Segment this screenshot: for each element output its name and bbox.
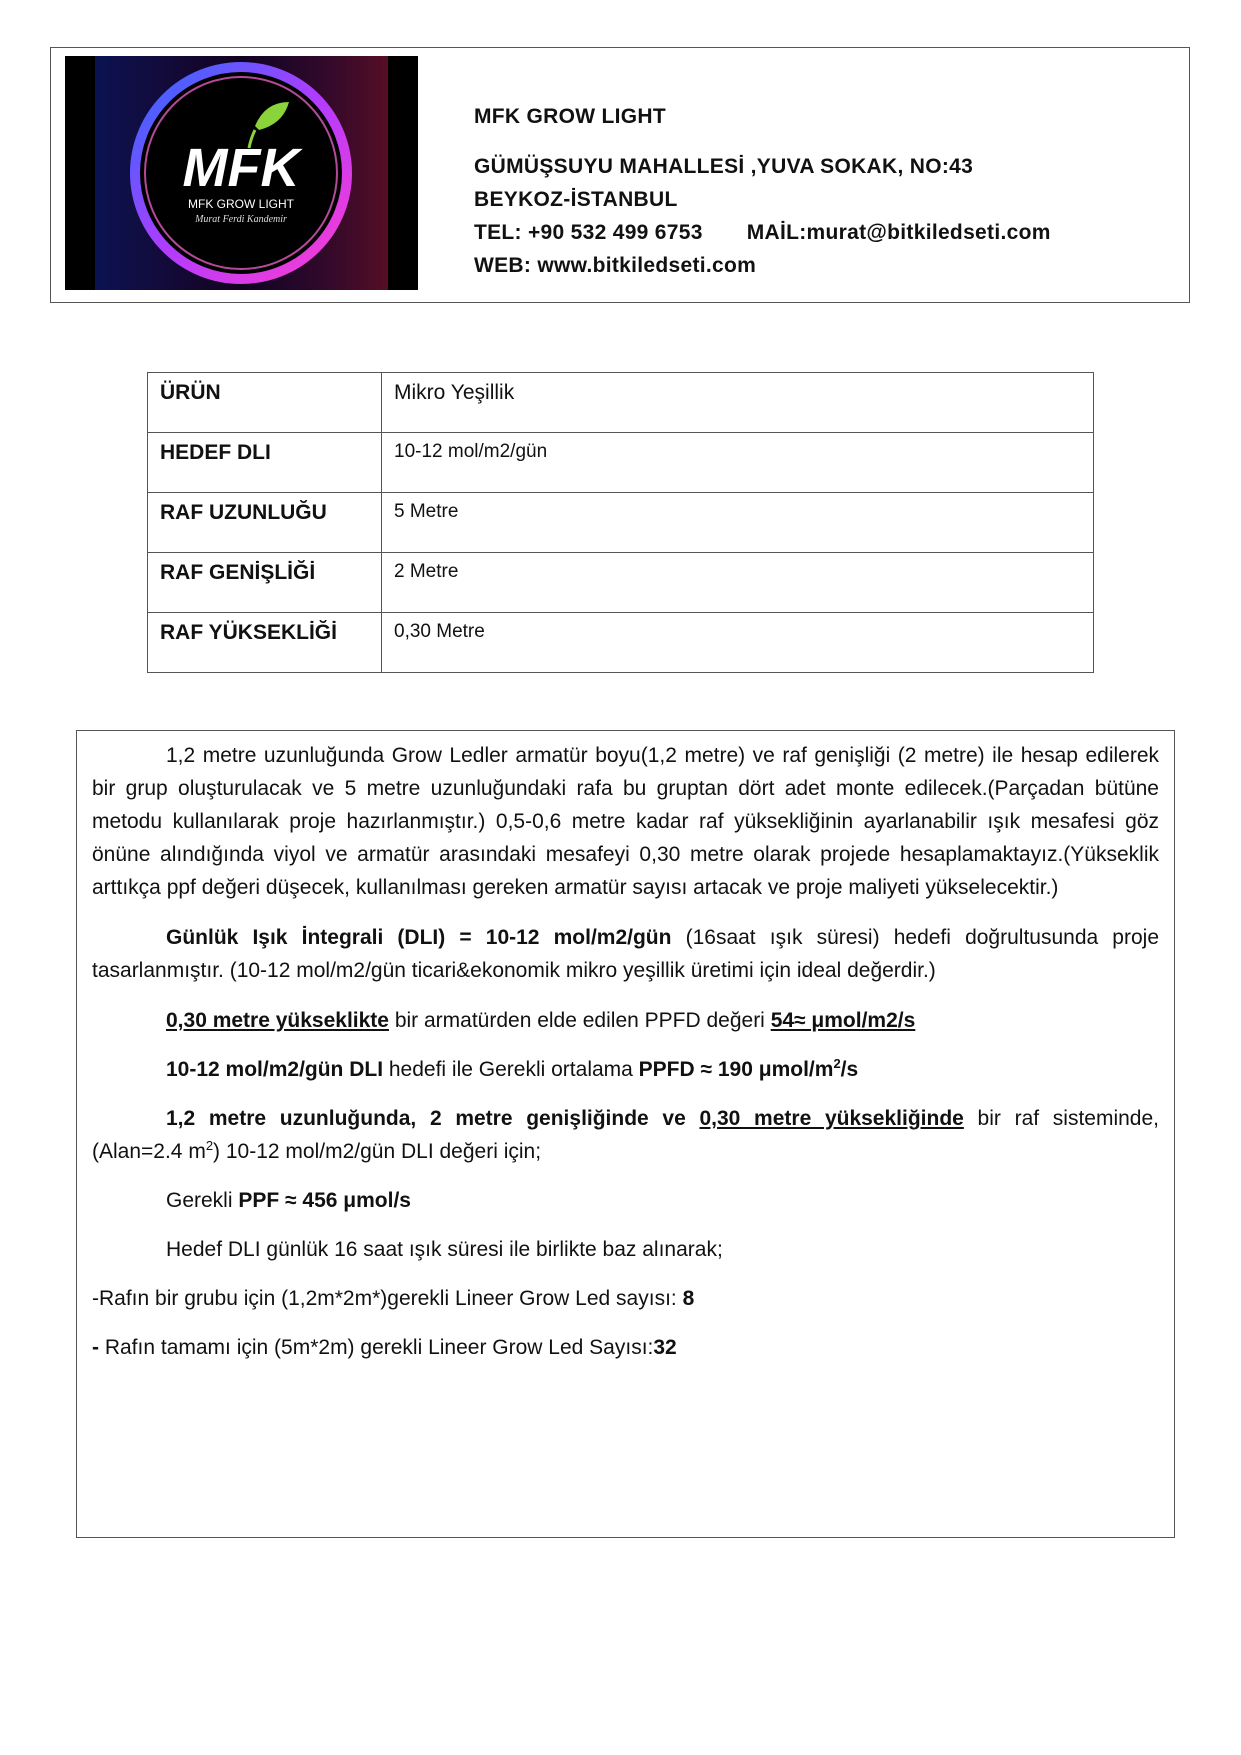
logo-brand-name: MFK GROW LIGHT (188, 197, 294, 211)
ppfd-paragraph (92, 1004, 1159, 1037)
logo-owner: Murat Ferdi Kandemir (195, 214, 287, 225)
spec-table (147, 372, 1094, 673)
group-count-text: -Rafın bir grubu için (1,2m*2m*)gerekli Lineer Grow Led sayısı: (92, 1287, 683, 1310)
spec-label: RAF YÜKSEKLİĞİ (148, 613, 382, 673)
spec-value: 2 Metre (382, 553, 1094, 613)
dli-text: (16saat ışık süresi) hedefi doğrultusunda proje tasarlanmıştır. (10-12 mol/m2/gün ticari&ekonomik mikro yeşillik üretimi için ideal değerdir.) (92, 926, 1159, 982)
dash: - (92, 1336, 105, 1359)
spec-label: HEDEF DLI (148, 433, 382, 493)
shelf-area-text: bir raf sisteminde, (Alan=2.4 m (92, 1107, 1159, 1163)
target-ppfd-value (639, 1058, 859, 1081)
ppf-paragraph (92, 1184, 1159, 1217)
total-count-value: 32 (653, 1336, 677, 1359)
target-ppfd-unit: /s (840, 1058, 859, 1081)
calculation-box (76, 730, 1175, 1538)
group-count-paragraph (92, 1282, 1159, 1315)
spec-label: RAF GENİŞLİĞİ (148, 553, 382, 613)
contact-line (474, 216, 1051, 249)
table-row (148, 373, 1094, 433)
target-dli-label: 10-12 mol/m2/gün DLI (166, 1058, 384, 1081)
shelf-system-paragraph (92, 1102, 1159, 1168)
company-name: MFK GROW LIGHT (474, 105, 667, 128)
table-row (148, 613, 1094, 673)
address-line-2: BEYKOZ-İSTANBUL (474, 188, 678, 211)
shelf-dli-text: ) 10-12 mol/m2/gün DLI değeri için; (213, 1140, 542, 1163)
ppfd-value: 54≈ μmol/m2/s (770, 1009, 916, 1032)
spec-value: Mikro Yeşillik (382, 373, 1094, 433)
company-logo (65, 56, 418, 290)
total-count-text: Rafın tamamı için (5m*2m) gerekli Lineer Grow Led Sayısı: (104, 1336, 654, 1359)
spec-value: 10-12 mol/m2/gün (382, 433, 1094, 493)
spec-label: RAF UZUNLUĞU (148, 493, 382, 553)
email[interactable]: MAİL:murat@bitkiledseti.com (746, 221, 1051, 244)
dli-label: Günlük Işık İntegrali (DLI) = 10-12 mol/m2/gün (166, 926, 672, 949)
dli-paragraph (92, 921, 1159, 987)
ppf-value: PPF ≈ 456 μmol/s (238, 1189, 411, 1212)
group-count-value: 8 (682, 1287, 695, 1310)
superscript: 2 (833, 1056, 841, 1071)
ppf-label: Gerekli (166, 1189, 239, 1212)
intro-paragraph: 1,2 metre uzunluğunda Grow Ledler armatür boyu(1,2 metre) ve raf genişliği (2 metre) ile hesap edilerek bir grup oluşturulacak ve 5 metre uzunluğundaki rafa bu gruptan dört adet monte edilecek.(Parçadan bütüne metodu kullanılarak proje hazırlanmıştır.) 0,5-0,6 metre kadar raf yüksekliğinin ayarlanabilir ışık mesafesi göz önüne alındığında viyol ve armatür arasındaki mesafeyi 0,30 metre olarak projede hesaplamaktayız.(Yükseklik arttıkça ppf değeri düşecek, kullanılması gereken armatür sayısı artacak ve proje maliyeti yükselecektir.) (92, 744, 1159, 899)
table-row (148, 433, 1094, 493)
table-row (148, 493, 1094, 553)
spec-value: 0,30 Metre (382, 613, 1094, 673)
height-label: 0,30 metre yükseklikte (166, 1009, 389, 1032)
address-line-1: GÜMÜŞSUYU MAHALLESİ ,YUVA SOKAK, NO:43 (474, 155, 974, 178)
ppfd-text: bir armatürden elde edilen PPFD değeri (388, 1009, 771, 1032)
shelf-dimensions: 1,2 metre uzunluğunda, 2 metre genişliğinde ve (166, 1107, 700, 1130)
table-row (148, 553, 1094, 613)
superscript: 2 (205, 1138, 214, 1153)
phone: TEL: +90 532 499 6753 (474, 221, 703, 244)
logo-graphic (65, 56, 418, 290)
shelf-height: 0,30 metre yüksekliğinde (699, 1107, 964, 1130)
daily-hours-paragraph: Hedef DLI günlük 16 saat ışık süresi ile birlikte baz alınarak; (166, 1238, 723, 1261)
target-ppfd-number: PPFD ≈ 190 μmol/m (638, 1058, 834, 1081)
logo-letters: MFK (182, 138, 300, 198)
target-ppfd-paragraph (92, 1053, 1159, 1086)
spec-value: 5 Metre (382, 493, 1094, 553)
website[interactable]: WEB: www.bitkiledseti.com (474, 254, 757, 277)
spec-label: ÜRÜN (148, 373, 382, 433)
total-count-paragraph (92, 1331, 1159, 1364)
target-ppfd-text: hedefi ile Gerekli ortalama (383, 1058, 639, 1081)
company-info (474, 100, 1051, 282)
